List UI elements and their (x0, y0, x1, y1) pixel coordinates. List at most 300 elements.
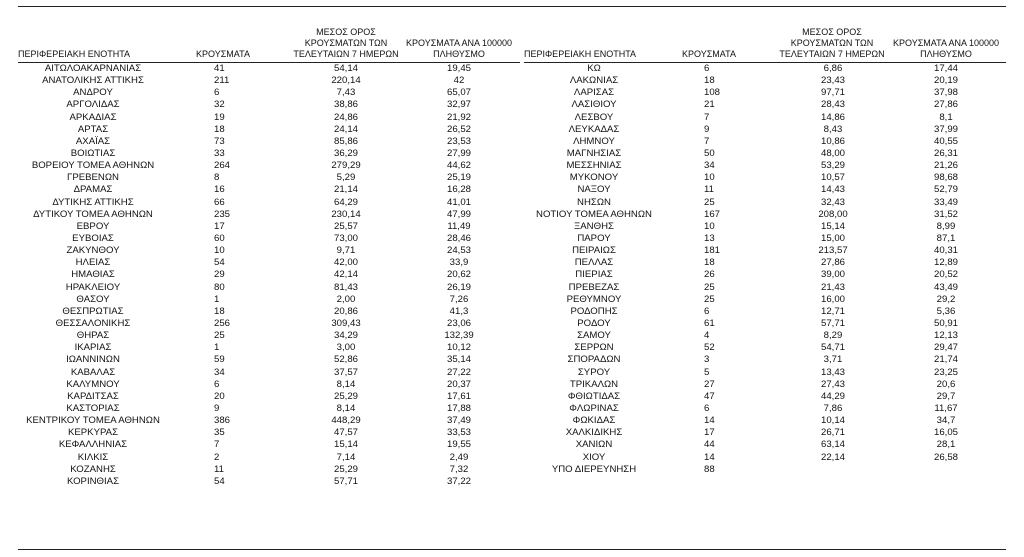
table-row (524, 99, 1006, 111)
cell-cases: 167 (704, 208, 721, 220)
cell-cases: 3 (704, 354, 710, 366)
cell-avg7: 32,43 (820, 196, 845, 208)
cell-avg7: 13,43 (820, 366, 845, 378)
header-cases: ΚΡΟΥΣΜΑΤΑ (196, 49, 250, 59)
cell-per100k: 17,88 (446, 402, 471, 414)
cell-region: ΤΡΙΚΑΛΩΝ (569, 378, 619, 390)
cell-cases: 17 (704, 427, 715, 439)
cell-avg7: 10,86 (820, 135, 845, 147)
cell-cases: 18 (704, 75, 715, 87)
cell-cases: 256 (214, 317, 231, 329)
cell-region: ΛΑΚΩΝΙΑΣ (569, 75, 619, 87)
table-row (524, 403, 1006, 415)
cell-per100k: 87,1 (936, 232, 956, 244)
table-row (524, 464, 1006, 476)
table-row (18, 257, 520, 269)
cell-avg7: 28,43 (820, 99, 845, 111)
cell-per100k: 34,7 (936, 415, 956, 427)
cell-avg7: 14,86 (820, 111, 845, 123)
cell-per100k: 8,1 (939, 111, 953, 123)
table-row (18, 75, 520, 87)
cell-cases: 264 (214, 160, 231, 172)
table-row (524, 148, 1006, 160)
table-row (524, 124, 1006, 136)
cell-cases: 1 (214, 342, 220, 354)
cell-region: ΛΕΥΚΑΔΑΣ (568, 123, 620, 135)
cell-region: ΣΥΡΟΥ (577, 366, 611, 378)
cell-cases: 16 (214, 184, 225, 196)
cell-per100k: 20,19 (933, 75, 958, 87)
cell-per100k: 23,53 (446, 135, 471, 147)
table-row (18, 415, 520, 427)
cell-per100k: 17,61 (446, 390, 471, 402)
cell-avg7: 7,14 (336, 451, 356, 463)
cell-avg7: 5,29 (336, 172, 356, 184)
cell-per100k: 43,49 (933, 281, 958, 293)
table-row (18, 282, 520, 294)
table-row (524, 257, 1006, 269)
table-row (18, 245, 520, 257)
cell-region: ΒΟΡΕΙΟΥ ΤΟΜΕΑ ΑΘΗΝΩΝ (31, 160, 155, 172)
cell-region: ΙΚΑΡΙΑΣ (74, 342, 112, 354)
cell-per100k: 33,49 (933, 196, 958, 208)
cell-per100k: 132,39 (444, 330, 474, 342)
cell-per100k: 35,14 (446, 354, 471, 366)
cell-per100k: 27,22 (446, 366, 471, 378)
cell-cases: 13 (704, 232, 715, 244)
cell-per100k: 32,97 (446, 99, 471, 111)
cell-region: ΚΕΝΤΡΙΚΟΥ ΤΟΜΕΑ ΑΘΗΝΩΝ (26, 415, 160, 427)
cell-cases: 34 (214, 366, 225, 378)
table-header-left (18, 14, 520, 63)
cell-region: ΙΩΑΝΝΙΝΩΝ (66, 354, 120, 366)
cell-cases: 50 (704, 147, 715, 159)
cell-cases: 211 (214, 75, 230, 87)
table-row (524, 233, 1006, 245)
cell-avg7: 25,57 (333, 220, 358, 232)
cell-avg7: 42,00 (333, 257, 358, 269)
cell-avg7: 39,00 (820, 269, 845, 281)
cell-region: ΥΠΟ ΔΙΕΡΕΥΝΗΣΗ (551, 463, 637, 475)
cell-cases: 34 (704, 160, 715, 172)
cell-per100k: 12,13 (933, 330, 958, 342)
cell-region: ΝΑΞΟΥ (577, 184, 611, 196)
cell-per100k: 8,99 (936, 220, 956, 232)
table-row (18, 184, 520, 196)
table-bottom-rule (18, 549, 1006, 550)
table-row (18, 318, 520, 330)
cell-per100k: 37,22 (446, 475, 471, 487)
cell-region: ΔΥΤΙΚΗΣ ΑΤΤΙΚΗΣ (52, 196, 134, 208)
cell-cases: 18 (214, 123, 225, 135)
table-row (18, 367, 520, 379)
cell-per100k: 44,62 (446, 160, 471, 172)
cell-per100k: 47,99 (446, 208, 471, 220)
table-row (524, 452, 1006, 464)
cell-avg7: 309,43 (331, 317, 361, 329)
cell-avg7: 54,71 (820, 342, 845, 354)
table-right-half (524, 14, 1006, 476)
cell-per100k: 11,49 (447, 220, 471, 232)
cell-cases: 54 (214, 257, 225, 269)
table-row (524, 427, 1006, 439)
header-region: ΠΕΡΙΦΕΡΕΙΑΚΗ ΕΝΟΤΗΤΑ (524, 49, 637, 59)
cell-avg7: 448,29 (331, 415, 361, 427)
table-left-half (18, 14, 520, 488)
table-row (524, 415, 1006, 427)
cell-per100k: 16,28 (446, 184, 471, 196)
cell-cases: 73 (214, 135, 225, 147)
cell-avg7: 23,43 (820, 75, 845, 87)
cell-region: ΛΕΣΒΟΥ (574, 111, 614, 123)
cell-per100k: 10,12 (446, 342, 471, 354)
cell-per100k: 20,6 (936, 378, 956, 390)
cell-region: ΚΟΡΙΝΘΙΑΣ (66, 475, 120, 487)
table-row (524, 318, 1006, 330)
cell-region: ΓΡΕΒΕΝΩΝ (67, 172, 119, 184)
cell-per100k: 28,1 (936, 439, 956, 451)
table-row (18, 354, 520, 366)
cell-avg7: 8,43 (823, 123, 843, 135)
cell-region: ΚΙΛΚΙΣ (77, 451, 109, 463)
cell-cases: 60 (214, 232, 225, 244)
cell-cases: 5 (704, 366, 710, 378)
cell-region: ΦΩΚΙΔΑΣ (572, 415, 616, 427)
cell-cases: 4 (704, 330, 710, 342)
table-row (524, 367, 1006, 379)
cell-region: ΚΑΣΤΟΡΙΑΣ (66, 402, 120, 414)
cell-cases: 11 (214, 463, 224, 475)
cell-region: ΚΑΡΔΙΤΣΑΣ (67, 390, 119, 402)
cell-cases: 61 (704, 317, 715, 329)
cell-per100k: 5,36 (936, 305, 956, 317)
cell-cases: 66 (214, 196, 225, 208)
cell-region: ΘΗΡΑΣ (76, 330, 110, 342)
cell-cases: 14 (704, 415, 715, 427)
cell-region: ΑΝΑΤΟΛΙΚΗΣ ΑΤΤΙΚΗΣ (42, 75, 144, 87)
cell-region: ΧΑΝΙΩΝ (575, 439, 613, 451)
cell-per100k: 29,47 (933, 342, 958, 354)
cell-cases: 17 (214, 220, 225, 232)
cell-cases: 1 (214, 293, 220, 305)
cell-avg7: 25,29 (333, 390, 358, 402)
cell-avg7: 27,43 (820, 378, 845, 390)
table-row (18, 427, 520, 439)
cell-per100k: 50,91 (933, 317, 958, 329)
cell-region: ΗΛΕΙΑΣ (75, 257, 111, 269)
cell-per100k: 41,01 (446, 196, 471, 208)
cell-avg7: 14,43 (820, 184, 845, 196)
cell-region: ΦΛΩΡΙΝΑΣ (569, 402, 619, 414)
cell-per100k: 26,58 (933, 451, 958, 463)
cell-cases: 235 (214, 208, 231, 220)
table-row (524, 184, 1006, 196)
cell-region: ΚΩ (587, 63, 601, 74)
table-row (18, 172, 520, 184)
cell-region: ΡΟΔΟΠΗΣ (570, 305, 618, 317)
cell-region: ΣΕΡΡΩΝ (574, 342, 614, 354)
table-row (524, 209, 1006, 221)
cell-per100k: 20,37 (446, 378, 471, 390)
cell-per100k: 37,99 (933, 123, 958, 135)
cell-cases: 8 (214, 172, 220, 184)
cell-per100k: 29,2 (936, 293, 956, 305)
table-row (18, 63, 520, 75)
cell-per100k: 19,45 (446, 63, 471, 74)
table-row (18, 197, 520, 209)
cell-cases: 25 (214, 330, 225, 342)
cell-avg7: 47,57 (333, 427, 358, 439)
cell-region: ΠΕΙΡΑΙΩΣ (572, 245, 616, 257)
cell-cases: 14 (704, 451, 715, 463)
cell-region: ΠΙΕΡΙΑΣ (575, 269, 613, 281)
table-row (524, 172, 1006, 184)
table-row (18, 476, 520, 488)
cell-avg7: 64,29 (333, 196, 358, 208)
cell-region: ΚΟΖΑΝΗΣ (70, 463, 116, 475)
cell-cases: 35 (214, 427, 225, 439)
cell-per100k: 17,44 (933, 63, 958, 74)
cell-per100k: 23,25 (933, 366, 958, 378)
cell-avg7: 52,86 (333, 354, 358, 366)
cell-avg7: 230,14 (331, 208, 361, 220)
cell-per100k: 33,53 (446, 427, 471, 439)
cell-avg7: 42,14 (333, 269, 358, 281)
cell-cases: 41 (214, 63, 225, 74)
table-row (524, 112, 1006, 124)
table-row (524, 342, 1006, 354)
cell-region: ΝΟΤΙΟΥ ΤΟΜΕΑ ΑΘΗΝΩΝ (536, 208, 652, 220)
cell-avg7: 20,86 (333, 305, 358, 317)
cell-cases: 27 (704, 378, 715, 390)
cell-avg7: 21,43 (820, 281, 845, 293)
cell-region: ΚΕΡΚΥΡΑΣ (67, 427, 118, 439)
cell-per100k: 21,26 (933, 160, 958, 172)
table-row (524, 63, 1006, 75)
cell-cases: 44 (704, 439, 715, 451)
table-row (524, 136, 1006, 148)
cell-per100k: 20,62 (446, 269, 471, 281)
cell-region: ΑΡΚΑΔΙΑΣ (69, 111, 117, 123)
cell-region: ΚΕΦΑΛΛΗΝΙΑΣ (58, 439, 128, 451)
cell-cases: 32 (214, 99, 225, 111)
cell-per100k: 41,3 (449, 305, 469, 317)
cell-per100k: 21,74 (933, 354, 958, 366)
cell-cases: 19 (214, 111, 225, 123)
cell-avg7: 57,71 (820, 317, 845, 329)
cell-avg7: 15,14 (820, 220, 845, 232)
cell-region: ΑΙΤΩΛΟΑΚΑΡΝΑΝΙΑΣ (44, 63, 142, 74)
table-row (524, 282, 1006, 294)
table-row (18, 439, 520, 451)
cell-per100k: 7,26 (449, 293, 469, 305)
table-row (18, 112, 520, 124)
cell-cases: 29 (214, 269, 225, 281)
cell-cases: 386 (214, 415, 231, 427)
table-row (524, 160, 1006, 172)
table-row (18, 269, 520, 281)
cell-per100k: 2,49 (449, 451, 469, 463)
cell-per100k: 23,06 (446, 317, 471, 329)
cell-avg7: 54,14 (333, 63, 358, 74)
cell-per100k: 7,32 (449, 463, 469, 475)
cell-cases: 11 (704, 184, 714, 196)
cell-per100k: 12,89 (933, 257, 958, 269)
cell-avg7: 10,14 (820, 415, 845, 427)
table-row (18, 294, 520, 306)
cell-per100k: 40,55 (933, 135, 958, 147)
cell-avg7: 22,14 (820, 451, 845, 463)
cell-cases: 59 (214, 354, 225, 366)
cell-cases: 10 (214, 245, 225, 257)
header-avg7: ΜΕΣΟΣ ΟΡΟΣ ΚΡΟΥΣΜΑΤΩΝ ΤΩΝ ΤΕΛΕΥΤΑΙΩΝ 7 ΗΜΕΡΩΝ (779, 27, 885, 59)
cell-avg7: 53,29 (820, 160, 845, 172)
cell-per100k: 98,68 (933, 172, 958, 184)
cell-region: ΠΡΕΒΕΖΑΣ (568, 281, 620, 293)
table-row (18, 306, 520, 318)
table-row (18, 330, 520, 342)
cell-avg7: 37,57 (333, 366, 358, 378)
cell-cases: 108 (704, 87, 721, 99)
cell-region: ΦΘΙΩΤΙΔΑΣ (567, 390, 621, 402)
cell-region: ΠΕΛΛΑΣ (574, 257, 614, 269)
table-row (524, 269, 1006, 281)
cell-per100k: 11,67 (934, 402, 958, 414)
table-row (18, 391, 520, 403)
cell-region: ΘΑΣΟΥ (76, 293, 110, 305)
cell-cases: 10 (704, 220, 715, 232)
table-row (524, 379, 1006, 391)
cell-avg7: 12,71 (820, 305, 845, 317)
header-avg7: ΜΕΣΟΣ ΟΡΟΣ ΚΡΟΥΣΜΑΤΩΝ ΤΩΝ ΤΕΛΕΥΤΑΙΩΝ 7 ΗΜΕΡΩΝ (293, 27, 399, 59)
cell-per100k: 28,46 (446, 232, 471, 244)
cell-cases: 47 (704, 390, 715, 402)
cell-per100k: 26,31 (933, 147, 958, 159)
cell-per100k: 52,79 (933, 184, 958, 196)
cell-region: ΜΕΣΣΗΝΙΑΣ (566, 160, 622, 172)
cell-per100k: 27,99 (446, 147, 471, 159)
cell-per100k: 20,52 (933, 269, 958, 281)
table-row (524, 245, 1006, 257)
table-row (524, 391, 1006, 403)
table-header-right (524, 14, 1006, 63)
cell-avg7: 8,14 (336, 402, 356, 414)
table-row (18, 148, 520, 160)
cell-region: ΞΑΝΘΗΣ (574, 220, 614, 232)
cell-avg7: 44,29 (820, 390, 845, 402)
cell-avg7: 24,86 (333, 111, 358, 123)
cell-per100k: 65,07 (446, 87, 471, 99)
table-row (18, 209, 520, 221)
cell-avg7: 57,71 (333, 475, 358, 487)
cell-per100k: 19,55 (446, 439, 471, 451)
cell-region: ΔΥΤΙΚΟΥ ΤΟΜΕΑ ΑΘΗΝΩΝ (33, 208, 153, 220)
cell-cases: 21 (704, 99, 715, 111)
cell-avg7: 15,14 (333, 439, 358, 451)
cell-cases: 6 (704, 63, 710, 74)
cell-avg7: 10,57 (820, 172, 845, 184)
cell-avg7: 36,29 (333, 147, 358, 159)
header-region: ΠΕΡΙΦΕΡΕΙΑΚΗ ΕΝΟΤΗΤΑ (18, 49, 131, 59)
table-row (18, 99, 520, 111)
cell-region: ΚΑΒΑΛΑΣ (70, 366, 116, 378)
cell-per100k: 24,53 (446, 245, 471, 257)
cell-avg7: 9,71 (336, 245, 356, 257)
table-row (524, 306, 1006, 318)
cell-cases: 9 (214, 402, 220, 414)
cell-region: ΡΕΘΥΜΝΟΥ (566, 293, 622, 305)
cell-avg7: 6,86 (823, 63, 843, 74)
cell-avg7: 24,14 (333, 123, 358, 135)
cell-avg7: 21,14 (333, 184, 358, 196)
cell-avg7: 15,00 (820, 232, 845, 244)
table-row (18, 403, 520, 415)
cell-cases: 80 (214, 281, 225, 293)
cell-cases: 88 (704, 463, 715, 475)
cell-per100k: 40,31 (933, 245, 958, 257)
cell-avg7: 3,71 (823, 354, 843, 366)
cell-cases: 6 (704, 402, 710, 414)
cell-region: ΜΥΚΟΝΟΥ (569, 172, 619, 184)
cell-region: ΗΜΑΘΙΑΣ (71, 269, 115, 281)
cell-region: ΔΡΑΜΑΣ (73, 184, 113, 196)
cell-per100k: 25,19 (446, 172, 471, 184)
cell-avg7: 2,00 (336, 293, 356, 305)
cell-region: ΒΟΙΩΤΙΑΣ (70, 147, 116, 159)
table-row (524, 197, 1006, 209)
table-row (524, 75, 1006, 87)
table-row (524, 221, 1006, 233)
cell-region: ΛΗΜΝΟΥ (573, 135, 615, 147)
cell-region: ΑΝΔΡΟΥ (73, 87, 113, 99)
cell-cases: 25 (704, 293, 715, 305)
cell-cases: 52 (704, 342, 715, 354)
cell-per100k: 29,7 (936, 390, 956, 402)
table-row (18, 452, 520, 464)
cell-avg7: 16,00 (820, 293, 845, 305)
cell-region: ΑΡΓΟΛΙΔΑΣ (66, 99, 120, 111)
cell-per100k: 31,52 (933, 208, 958, 220)
cell-cases: 25 (704, 281, 715, 293)
table-body-right (524, 63, 1006, 476)
table-row (18, 464, 520, 476)
cell-region: ΣΑΜΟΥ (577, 330, 611, 342)
cell-cases: 18 (704, 257, 715, 269)
cell-cases: 33 (214, 147, 225, 159)
cell-per100k: 26,19 (446, 281, 471, 293)
cell-cases: 54 (214, 475, 225, 487)
cell-cases: 7 (704, 111, 710, 123)
cell-cases: 20 (214, 390, 225, 402)
cell-region: ΛΑΡΙΣΑΣ (573, 87, 615, 99)
cell-avg7: 213,57 (818, 245, 848, 257)
header-cases: ΚΡΟΥΣΜΑΤΑ (682, 49, 736, 59)
header-per100k: ΚΡΟΥΣΜΑΤΑ ΑΝΑ 100000 ΠΛΗΘΥΣΜΟ (893, 38, 999, 59)
cell-avg7: 34,29 (333, 330, 358, 342)
cell-per100k: 33,9 (449, 257, 469, 269)
cell-avg7: 85,86 (333, 135, 358, 147)
cell-cases: 7 (214, 439, 220, 451)
cell-region: ΠΑΡΟΥ (577, 232, 611, 244)
table-row (18, 87, 520, 99)
cell-avg7: 38,86 (333, 99, 358, 111)
cell-cases: 9 (704, 123, 710, 135)
cell-per100k: 21,92 (446, 111, 471, 123)
cell-cases: 6 (704, 305, 710, 317)
cell-region: ΚΑΛΥΜΝΟΥ (66, 378, 120, 390)
table-row (18, 136, 520, 148)
cell-region: ΡΟΔΟΥ (577, 317, 611, 329)
